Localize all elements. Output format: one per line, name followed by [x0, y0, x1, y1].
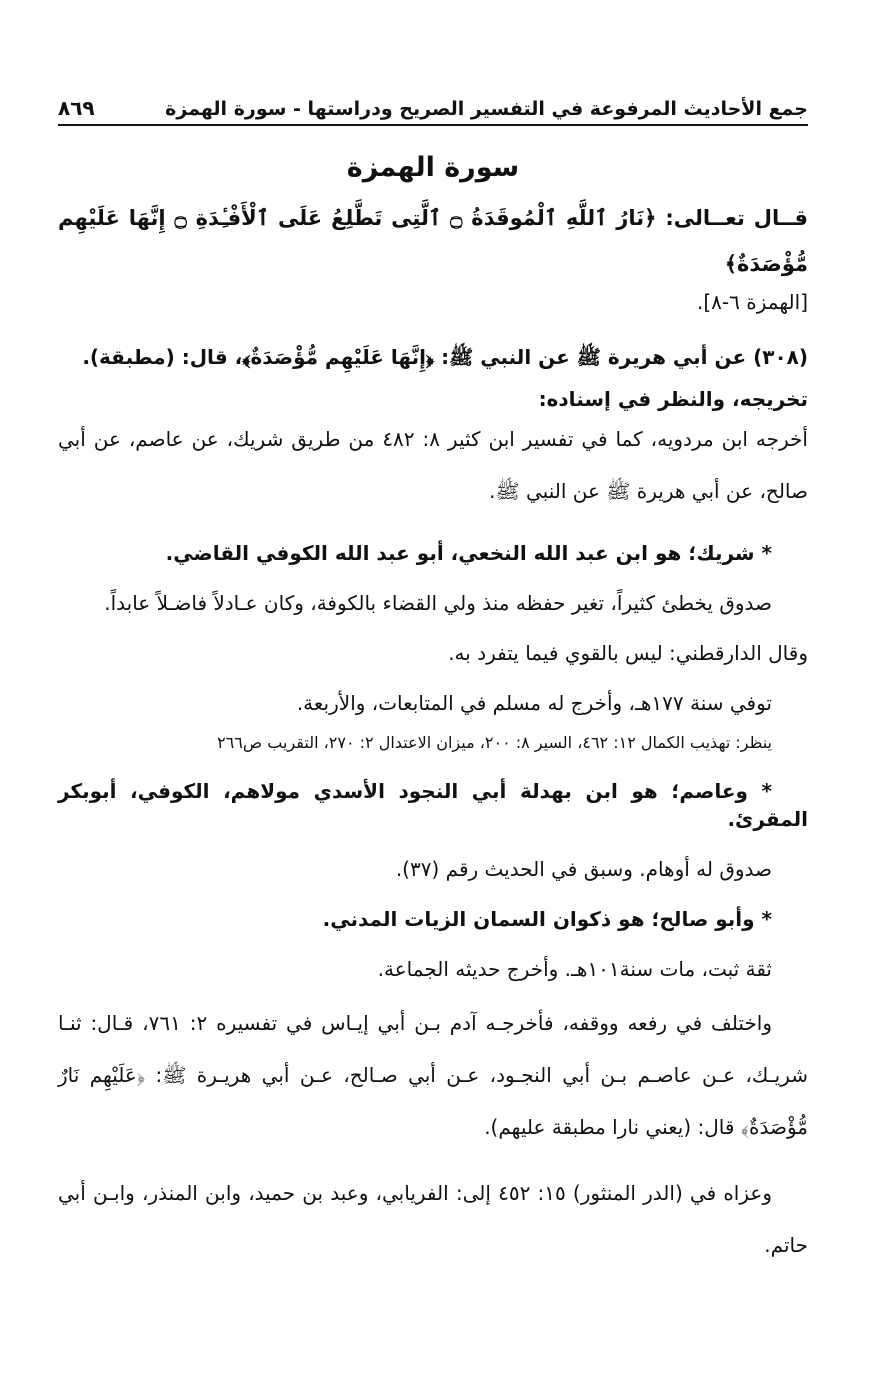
surah-title: سورة الهمزة — [346, 152, 520, 183]
ikhtilaf-paragraph: واختلف في رفعه ووقفه، فأخرجـه آدم بـن أبي إيـاس في تفسيره ٢: ٧٦١، قـال: ثنـا شريـك، عـن عاصـم بـن أبي النجـود، عـن أبي صـالح، عـن أبي هريـرة ﷺ: ﴿عَلَيْهِم نَارٌ مُّؤْصَدَةٌ﴾ قال: (يعني نارا مطبقة عليهم). — [58, 1011, 808, 1139]
narrator-asim-grade: صدوق له أوهام. وسبق في الحديث رقم (٣٧). — [395, 857, 772, 881]
narrator-sharik-daraqutni: وقال الدارقطني: ليس بالقوي فيما يتفرد به. — [448, 641, 808, 665]
narrator-sharik-references: ينظر: تهذيب الكمال ١٢: ٤٦٢، السير ٨: ٢٠٠، ميزان الاعتدال ٢: ٢٧٠، التقريب ص٢٦٦ — [217, 733, 772, 752]
narrator-sharik-heading: * شريك؛ هو ابن عبد الله النخعي، أبو عبد الله الكوفي القاضي. — [165, 541, 772, 565]
hadith-text: (٣٠٨) عن أبي هريرة ﷺ عن النبي ﷺ: ﴿إِنَّهَا عَلَيْهِم مُّؤْصَدَةٌ﴾، قال: (مطبقة). — [82, 345, 808, 369]
narrator-asim-heading: * وعاصم؛ هو ابن بهدلة أبي النجود الأسدي مولاهم، الكوفي، أبوبكر المقرئ. — [58, 779, 808, 831]
narrator-sharik-death: توفي سنة ١٧٧هـ، وأخرج له مسلم في المتابعات، والأربعة. — [296, 691, 772, 715]
attribution-paragraph: وعزاه في (الدر المنثور) ١٥: ٤٥٢ إلى: الفريابي، وعبد بن حميد، وابن المنذر، وابـن أبي حاتم. — [58, 1181, 808, 1257]
page-content — [58, 96, 808, 1271]
page-number: ٨٦٩ — [58, 96, 95, 120]
verse-quote: قــال تعــالى: ﴿نَارُ ٱللَّهِ ٱلْمُوقَدَةُ ۝ ٱلَّتِى تَطَّلِعُ عَلَى ٱلْأَفْـِٔدَةِ ۝ إِنَّهَا عَلَيْهِم مُّؤْصَدَةٌ﴾ — [58, 206, 808, 276]
running-header — [58, 96, 808, 126]
narrator-sharik-grade: صدوق يخطئ كثيراً، تغير حفظه منذ ولي القضاء بالكوفة، وكان عـادلاً فاضـلاً عابداً. — [104, 591, 772, 615]
takhrij-heading: تخريجه، والنظر في إسناده: — [538, 387, 808, 411]
narrator-abusalih-grade: ثقة ثبت، مات سنة١٠١هـ. وأخرج حديثه الجماعة. — [377, 957, 772, 981]
verse-reference: [الهمزة ٦-٨]. — [697, 290, 808, 314]
narrator-abusalih-heading: * وأبو صالح؛ هو ذكوان السمان الزيات المدني. — [322, 907, 772, 931]
header-title: جمع الأحاديث المرفوعة في التفسير الصريح ودراستها - سورة الهمزة — [165, 98, 808, 120]
takhrij-paragraph: أخرجه ابن مردويه، كما في تفسير ابن كثير ٨: ٤٨٢ من طريق شريك، عن عاصم، عن أبي صالح، عن أبي هريرة ﷺ عن النبي ﷺ. — [58, 427, 808, 503]
